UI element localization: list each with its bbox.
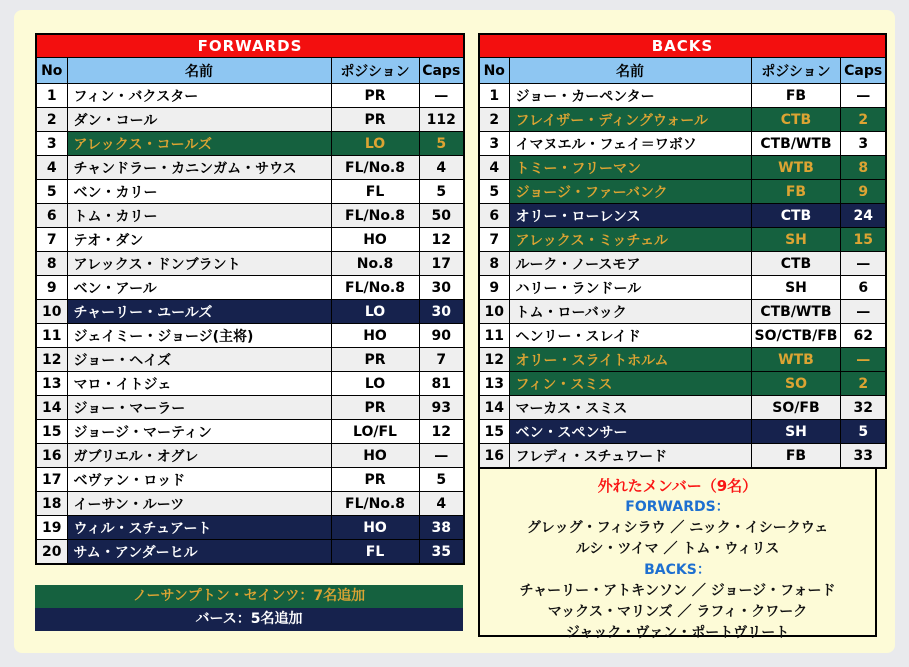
player-pos-cell: CTB/WTB — [751, 132, 841, 156]
player-row — [36, 276, 464, 300]
player-row — [479, 420, 886, 444]
player-caps-cell: 12 — [419, 420, 464, 444]
excluded-player-line: マックス・マリンズ ／ ラフィ・クワーク — [547, 604, 808, 620]
player-no-cell: 5 — [479, 180, 509, 204]
player-row — [36, 228, 464, 252]
player-pos-cell: SO/FB — [751, 396, 841, 420]
player-row — [479, 228, 886, 252]
player-no-cell: 4 — [479, 156, 509, 180]
player-row — [36, 420, 464, 444]
player-pos-cell: FL/No.8 — [331, 276, 419, 300]
excluded-backs-label: BACKS： — [644, 562, 711, 578]
player-caps-cell: 32 — [841, 396, 886, 420]
player-caps-cell: — — [841, 300, 886, 324]
player-row — [36, 468, 464, 492]
col-header-caps: Caps — [841, 58, 886, 84]
player-row — [36, 300, 464, 324]
player-row — [479, 204, 886, 228]
player-caps-cell: 4 — [419, 492, 464, 516]
player-name-cell: オリー・スライトホルム — [509, 348, 751, 372]
player-pos-cell: LO — [331, 132, 419, 156]
player-no-cell: 16 — [479, 444, 509, 469]
player-name-cell: ジェイミー・ジョージ(主将) — [67, 324, 331, 348]
player-row — [479, 108, 886, 132]
player-name-cell: フレディ・スチュワード — [509, 444, 751, 469]
player-no-cell: 17 — [36, 468, 67, 492]
player-pos-cell: FL — [331, 180, 419, 204]
player-caps-cell: 93 — [419, 396, 464, 420]
player-pos-cell: LO — [331, 372, 419, 396]
backs-table — [478, 33, 887, 469]
col-header-no: No — [36, 58, 67, 84]
col-header-caps: Caps — [419, 58, 464, 84]
player-no-cell: 16 — [36, 444, 67, 468]
excluded-player-line: ジャック・ヴァン・ポートヴリート — [565, 625, 790, 641]
excluded-backs-list — [480, 581, 875, 644]
player-row — [479, 252, 886, 276]
player-no-cell: 2 — [479, 108, 509, 132]
legend-saints-bar: ノーサンプトン・セインツ：7名追加 — [35, 585, 463, 608]
player-row — [479, 84, 886, 108]
player-pos-cell: PR — [331, 396, 419, 420]
player-caps-cell: 12 — [419, 228, 464, 252]
excluded-forwards-label: FORWARDS： — [625, 499, 730, 515]
player-name-cell: ベン・アール — [67, 276, 331, 300]
player-caps-cell: 33 — [841, 444, 886, 469]
player-row — [479, 444, 886, 469]
backs-title-bar — [479, 34, 886, 58]
player-caps-cell: — — [419, 84, 464, 108]
player-pos-cell: CTB — [751, 108, 841, 132]
player-no-cell: 15 — [479, 420, 509, 444]
player-row — [479, 348, 886, 372]
backs-header-row — [479, 58, 886, 84]
player-row — [36, 108, 464, 132]
player-caps-cell: 30 — [419, 300, 464, 324]
col-header-name: 名前 — [67, 58, 331, 84]
player-pos-cell: FL/No.8 — [331, 156, 419, 180]
forwards-section — [35, 33, 465, 627]
player-pos-cell: LO — [331, 300, 419, 324]
player-name-cell: ヘンリー・スレイド — [509, 324, 751, 348]
player-name-cell: サム・アンダーヒル — [67, 540, 331, 565]
player-row — [36, 84, 464, 108]
backs-section — [478, 33, 887, 641]
player-name-cell: テオ・ダン — [67, 228, 331, 252]
player-no-cell: 9 — [36, 276, 67, 300]
player-caps-cell: 81 — [419, 372, 464, 396]
player-caps-cell: 38 — [419, 516, 464, 540]
player-pos-cell: CTB — [751, 204, 841, 228]
player-name-cell: ハリー・ランドール — [509, 276, 751, 300]
forwards-title-bar — [36, 34, 464, 58]
excluded-player-line: ルシ・ツイマ ／ トム・ウィリス — [575, 541, 780, 557]
player-no-cell: 3 — [36, 132, 67, 156]
col-header-pos: ポジション — [751, 58, 841, 84]
player-caps-cell: 2 — [841, 372, 886, 396]
player-name-cell: ベン・スペンサー — [509, 420, 751, 444]
player-pos-cell: PR — [331, 84, 419, 108]
player-no-cell: 1 — [479, 84, 509, 108]
player-row — [36, 396, 464, 420]
player-row — [36, 348, 464, 372]
player-caps-cell: 5 — [419, 132, 464, 156]
player-caps-cell: 24 — [841, 204, 886, 228]
forwards-table — [35, 33, 465, 565]
player-no-cell: 11 — [479, 324, 509, 348]
col-header-no: No — [479, 58, 509, 84]
player-row — [36, 492, 464, 516]
col-header-pos: ポジション — [331, 58, 419, 84]
player-caps-cell: 30 — [419, 276, 464, 300]
player-caps-cell: 8 — [841, 156, 886, 180]
player-name-cell: アレックス・ミッチェル — [509, 228, 751, 252]
player-no-cell: 7 — [479, 228, 509, 252]
player-name-cell: ベン・カリー — [67, 180, 331, 204]
player-pos-cell: FB — [751, 444, 841, 469]
player-name-cell: フィン・スミス — [509, 372, 751, 396]
player-no-cell: 8 — [36, 252, 67, 276]
player-no-cell: 12 — [36, 348, 67, 372]
player-name-cell: ジョー・マーラー — [67, 396, 331, 420]
player-caps-cell: 5 — [419, 468, 464, 492]
player-row — [36, 516, 464, 540]
player-caps-cell: 5 — [419, 180, 464, 204]
excluded-members-title: 外れたメンバー（9名） — [597, 477, 758, 495]
player-name-cell: フレイザー・ディングウォール — [509, 108, 751, 132]
player-pos-cell: HO — [331, 228, 419, 252]
forwards-title: FORWARDS — [36, 34, 464, 58]
player-row — [479, 300, 886, 324]
player-name-cell: フィン・バクスター — [67, 84, 331, 108]
player-caps-cell: 17 — [419, 252, 464, 276]
player-pos-cell: PR — [331, 348, 419, 372]
player-pos-cell: CTB/WTB — [751, 300, 841, 324]
player-no-cell: 10 — [479, 300, 509, 324]
player-caps-cell: — — [841, 84, 886, 108]
player-no-cell: 14 — [36, 396, 67, 420]
player-name-cell: ジョージ・マーティン — [67, 420, 331, 444]
player-name-cell: イマヌエル・フェイ＝ワボソ — [509, 132, 751, 156]
player-pos-cell: FL — [331, 540, 419, 565]
player-name-cell: チャーリー・ユールズ — [67, 300, 331, 324]
player-caps-cell: 3 — [841, 132, 886, 156]
player-name-cell: アレックス・ドンブラント — [67, 252, 331, 276]
excluded-player-line: グレッグ・フィシラウ ／ ニック・イシークウェ — [526, 520, 829, 536]
player-row — [36, 444, 464, 468]
player-caps-cell: 62 — [841, 324, 886, 348]
player-pos-cell: HO — [331, 516, 419, 540]
player-name-cell: ガブリエル・オグレ — [67, 444, 331, 468]
player-pos-cell: FL/No.8 — [331, 492, 419, 516]
player-no-cell: 15 — [36, 420, 67, 444]
player-no-cell: 5 — [36, 180, 67, 204]
player-caps-cell: 50 — [419, 204, 464, 228]
sheet-background — [14, 10, 895, 653]
player-name-cell: チャンドラー・カニンガム・サウス — [67, 156, 331, 180]
player-pos-cell: HO — [331, 324, 419, 348]
player-row — [479, 276, 886, 300]
player-name-cell: トム・カリー — [67, 204, 331, 228]
player-no-cell: 4 — [36, 156, 67, 180]
excluded-player-line: チャーリー・アトキンソン ／ ジョージ・フォード — [519, 583, 836, 599]
player-pos-cell: SO — [751, 372, 841, 396]
player-name-cell: トミー・フリーマン — [509, 156, 751, 180]
player-pos-cell: FL/No.8 — [331, 204, 419, 228]
player-caps-cell: 9 — [841, 180, 886, 204]
player-row — [479, 180, 886, 204]
player-no-cell: 14 — [479, 396, 509, 420]
player-no-cell: 1 — [36, 84, 67, 108]
player-row — [479, 324, 886, 348]
player-name-cell: マーカス・スミス — [509, 396, 751, 420]
player-row — [36, 156, 464, 180]
player-name-cell: ルーク・ノースモア — [509, 252, 751, 276]
player-row — [36, 252, 464, 276]
player-caps-cell: — — [419, 444, 464, 468]
player-caps-cell: 4 — [419, 156, 464, 180]
player-row — [479, 372, 886, 396]
player-pos-cell: FB — [751, 180, 841, 204]
player-no-cell: 6 — [479, 204, 509, 228]
player-row — [36, 372, 464, 396]
player-caps-cell: 112 — [419, 108, 464, 132]
player-name-cell: オリー・ローレンス — [509, 204, 751, 228]
player-caps-cell: 15 — [841, 228, 886, 252]
player-no-cell: 6 — [36, 204, 67, 228]
player-no-cell: 8 — [479, 252, 509, 276]
player-no-cell: 2 — [36, 108, 67, 132]
player-name-cell: ジョー・カーペンター — [509, 84, 751, 108]
player-name-cell: トム・ローバック — [509, 300, 751, 324]
player-row — [36, 204, 464, 228]
player-caps-cell: 5 — [841, 420, 886, 444]
player-name-cell: ジョー・ヘイズ — [67, 348, 331, 372]
player-no-cell: 11 — [36, 324, 67, 348]
forwards-header-row — [36, 58, 464, 84]
player-pos-cell: CTB — [751, 252, 841, 276]
player-name-cell: ベヴァン・ロッド — [67, 468, 331, 492]
player-caps-cell: 7 — [419, 348, 464, 372]
player-pos-cell: SH — [751, 420, 841, 444]
player-caps-cell: 2 — [841, 108, 886, 132]
excluded-forwards-list — [480, 518, 875, 560]
player-pos-cell: WTB — [751, 348, 841, 372]
player-row — [479, 132, 886, 156]
player-name-cell: ウィル・スチュアート — [67, 516, 331, 540]
player-caps-cell: 90 — [419, 324, 464, 348]
player-caps-cell: — — [841, 348, 886, 372]
player-no-cell: 3 — [479, 132, 509, 156]
player-row — [36, 132, 464, 156]
player-pos-cell: SH — [751, 228, 841, 252]
player-pos-cell: SO/CTB/FB — [751, 324, 841, 348]
player-name-cell: ジョージ・ファーバンク — [509, 180, 751, 204]
player-name-cell: イーサン・ルーツ — [67, 492, 331, 516]
player-caps-cell: — — [841, 252, 886, 276]
player-pos-cell: WTB — [751, 156, 841, 180]
player-name-cell: アレックス・コールズ — [67, 132, 331, 156]
player-pos-cell: PR — [331, 108, 419, 132]
player-no-cell: 18 — [36, 492, 67, 516]
player-name-cell: ダン・コール — [67, 108, 331, 132]
col-header-name: 名前 — [509, 58, 751, 84]
player-caps-cell: 6 — [841, 276, 886, 300]
player-no-cell: 13 — [479, 372, 509, 396]
player-no-cell: 12 — [479, 348, 509, 372]
player-pos-cell: HO — [331, 444, 419, 468]
player-row — [36, 540, 464, 565]
player-pos-cell: PR — [331, 468, 419, 492]
player-row — [479, 156, 886, 180]
player-no-cell: 10 — [36, 300, 67, 324]
player-row — [36, 324, 464, 348]
player-no-cell: 20 — [36, 540, 67, 565]
player-row — [36, 180, 464, 204]
player-name-cell: マロ・イトジェ — [67, 372, 331, 396]
player-pos-cell: No.8 — [331, 252, 419, 276]
player-caps-cell: 35 — [419, 540, 464, 565]
player-row — [479, 396, 886, 420]
player-no-cell: 9 — [479, 276, 509, 300]
excluded-members-box — [478, 469, 877, 641]
backs-title: BACKS — [479, 34, 886, 58]
player-no-cell: 13 — [36, 372, 67, 396]
player-pos-cell: LO/FL — [331, 420, 419, 444]
player-no-cell: 7 — [36, 228, 67, 252]
legend-bath-bar: バース：5名追加 — [35, 608, 463, 631]
player-pos-cell: FB — [751, 84, 841, 108]
player-no-cell: 19 — [36, 516, 67, 540]
player-pos-cell: SH — [751, 276, 841, 300]
